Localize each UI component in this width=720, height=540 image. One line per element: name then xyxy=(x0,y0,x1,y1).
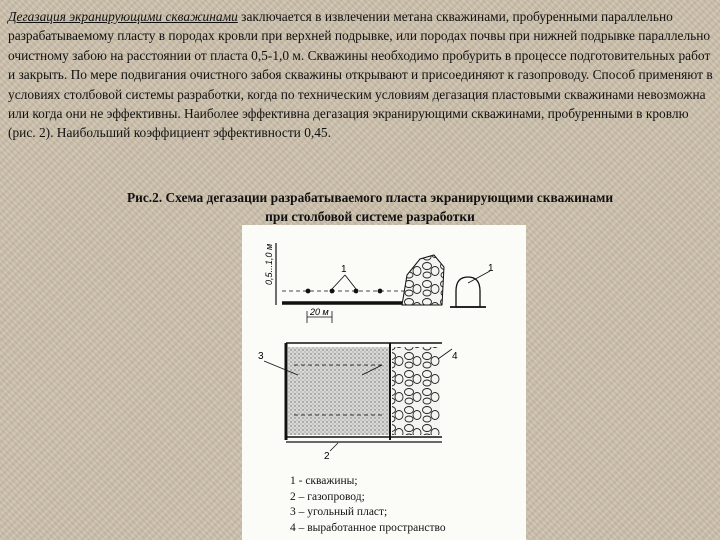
label-3: 3 xyxy=(258,351,264,362)
label-4: 4 xyxy=(452,351,458,362)
borehole-mark xyxy=(354,289,359,294)
label-1: 1 xyxy=(341,264,347,275)
goaf-section xyxy=(402,255,444,305)
paragraph-lead-term: Дегазация экранирующими скважинами xyxy=(8,9,238,24)
legend-item-4: 4 – выработанное пространство xyxy=(290,521,446,534)
plan-view xyxy=(258,343,458,462)
label-2: 2 xyxy=(324,451,330,462)
legend-item-1: 1 - скважины; xyxy=(290,475,358,487)
dim-vertical-label: 0,5...1,0 м xyxy=(264,243,274,285)
borehole-mark xyxy=(306,289,311,294)
figure-caption xyxy=(40,188,700,226)
dim-spacing-label: 20 м xyxy=(310,307,329,317)
label-1b: 1 xyxy=(488,263,494,274)
borehole-mark xyxy=(330,289,335,294)
arch-cross-section xyxy=(450,263,494,307)
section-view xyxy=(264,243,444,323)
paragraph-body: заключается в извлечении метана скважинами, пробуренными параллельно разрабатываемому пласту в породах кровли при верхней подрывке, или породах почвы при нижней подрывке параллельно очистному забою на расстоянии от пласта 0,5-1,0 м. Скважины необходимо пробурить в процессе подготовительных работ и закрыть. По мере подвигания очистного забоя скважины открывают и присоединяют к газопроводу. Способ применяют в условиях столбовой системы разработки, когда по техническим условиям дегазация пластовыми скважинами невозможна или когда они не эффективны. Наиболее эффективна дегазация экранирующими скважинами, пробуренными в кровлю (рис. 2). Наибольший коэффициент эффективности 0,45. xyxy=(8,9,713,141)
borehole-mark xyxy=(378,289,383,294)
description-paragraph xyxy=(8,7,714,143)
legend-item-3: 3 – угольный пласт; xyxy=(290,506,388,518)
coal-seam-plan xyxy=(288,347,390,435)
caption-line-2: при столбовой системе разработки xyxy=(265,209,475,224)
legend-item-2: 2 – газопровод; xyxy=(290,490,365,503)
figure-legend xyxy=(290,474,520,536)
goaf-plan xyxy=(392,347,440,435)
caption-line-1: Рис.2. Схема дегазации разрабатываемого пласта экранирующими скважинами xyxy=(126,190,614,205)
